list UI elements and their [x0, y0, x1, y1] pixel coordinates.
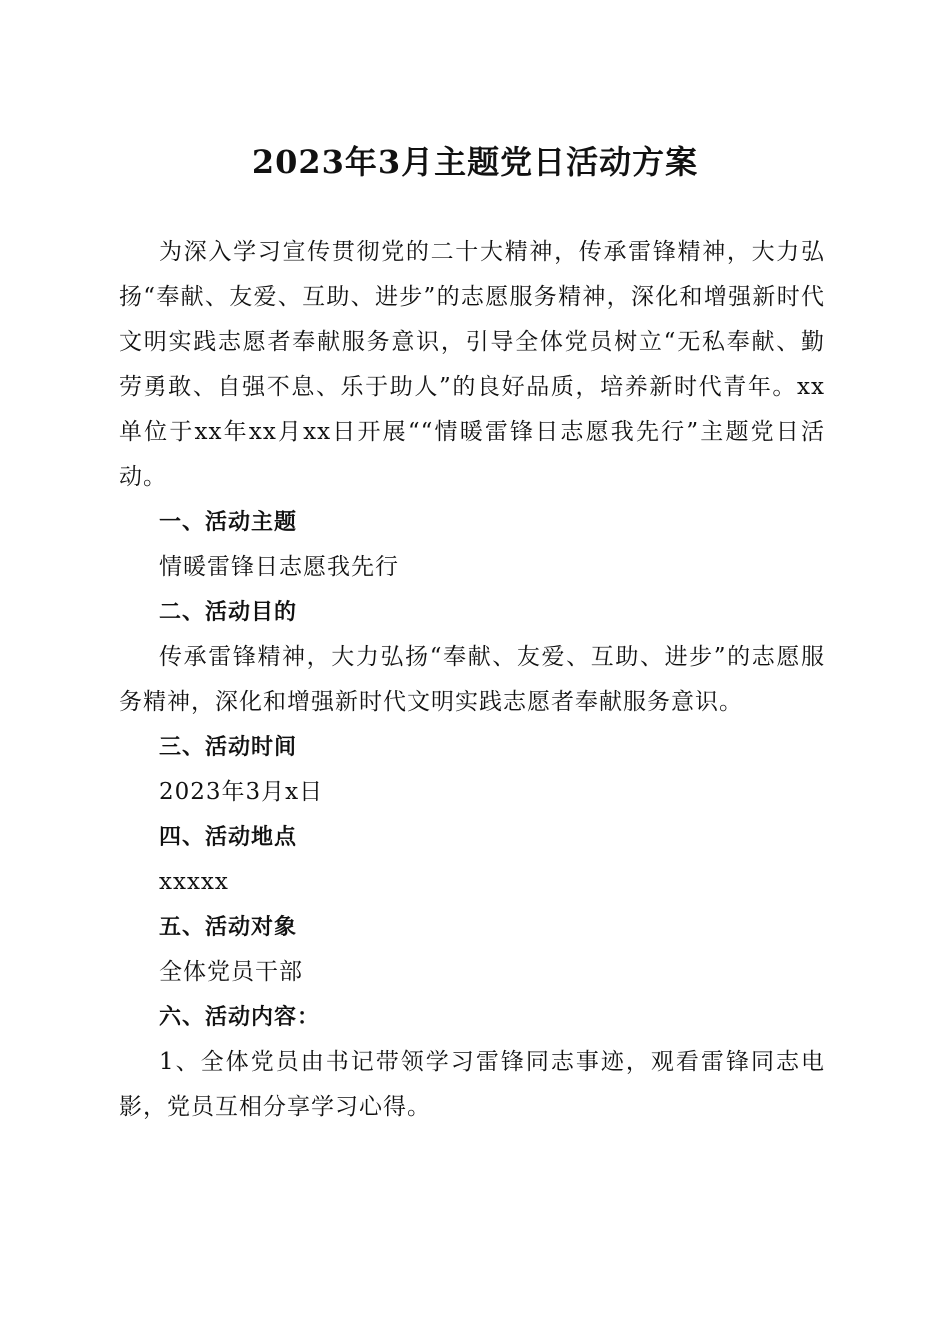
section-content-time: 2023年3月x日: [159, 779, 324, 805]
section-content-theme: 情暖雷锋日志愿我先行: [159, 554, 399, 580]
section-content-purpose: 传承雷锋精神，大力弘扬“奉献、友爱、互助、进步”的志愿服务精神，深化和增强新时代文明实践志愿者奉献服务意识。: [119, 644, 825, 715]
section-content-location: xxxxx: [159, 869, 229, 895]
section-heading-time: 三、活动时间: [159, 735, 298, 760]
section-heading-purpose: 二、活动目的: [159, 600, 298, 625]
section-heading-content: 六、活动内容：: [159, 1005, 321, 1030]
page-title: 2023年3月主题党日活动方案: [251, 143, 699, 181]
section-heading-participants: 五、活动对象: [159, 915, 298, 940]
section-content-participants: 全体党员干部: [159, 959, 303, 985]
intro-paragraph: 为深入学习宣传贯彻党的二十大精神，传承雷锋精神，大力弘扬“奉献、友爱、互助、进步”的志愿服务精神，深化和增强新时代文明实践志愿者奉献服务意识，引导全体党员树立“无私奉献、勤劳勇敢、自强不息、乐于助人”的良好品质，培养新时代青年。xx单位于xx年xx月xx日开展““情暖雷锋日志愿我先行”主题党日活动。: [119, 239, 825, 490]
section-heading-theme: 一、活动主题: [159, 510, 298, 535]
document-body: [119, 230, 825, 1130]
section-content-activities: 1、全体党员由书记带领学习雷锋同志事迹，观看雷锋同志电影，党员互相分享学习心得。: [119, 1049, 825, 1120]
section-heading-location: 四、活动地点: [159, 825, 298, 850]
